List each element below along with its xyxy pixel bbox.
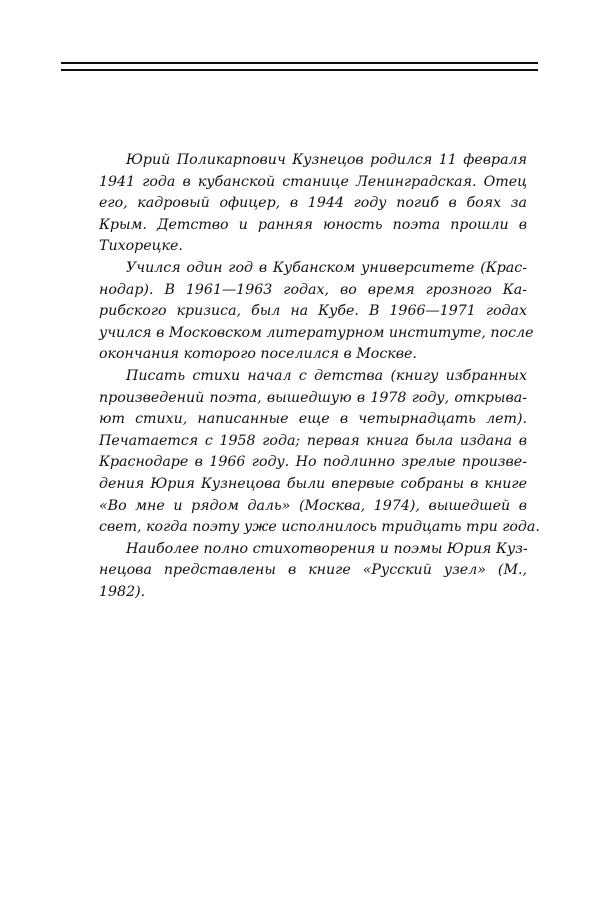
text-line: окончания которого поселился в Москве.	[99, 346, 417, 363]
text-line: рибского кризиса, был на Кубе. В 1966—1971 годах	[99, 303, 527, 320]
text-line: Краснодаре в 1966 году. Но подлинно зрелые произве-	[99, 454, 527, 471]
text-line: Наиболее полно стихотворения и поэмы Юрия Куз-	[126, 540, 528, 557]
text-line: Печатается с 1958 года; первая книга была издана в	[99, 432, 527, 449]
text-line: нодар). В 1961—1963 годах, во время грозного Ка-	[99, 281, 527, 298]
text-line: Писать стихи начал с детства (книгу избранных	[126, 367, 527, 384]
text-line: 1982).	[99, 583, 146, 600]
text-line: произведений поэта, вышедшую в 1978 году, открыва-	[99, 389, 527, 406]
text-line: Учился один год в Кубанском университете (Крас-	[126, 259, 527, 276]
text-line: свет, когда поэту уже исполнилось тридцать три года.	[99, 519, 540, 536]
paragraph	[99, 150, 527, 258]
text-line: ют стихи, написанные еще в четырнадцать лет).	[99, 411, 527, 428]
paragraph	[99, 366, 540, 539]
text-line: Крым. Детство и ранняя юность поэта прошли в	[99, 216, 527, 233]
paragraph	[99, 539, 527, 604]
text-line: нецова представлены в книге «Русский узел» (М.,	[99, 562, 527, 579]
biography-text	[99, 150, 540, 603]
paragraph	[99, 258, 534, 366]
text-line: дения Юрия Кузнецова были впервые собраны в книге	[99, 475, 527, 492]
header-rule-bottom	[61, 69, 538, 71]
header-rule-top	[61, 62, 538, 64]
text-line: 1941 года в кубанской станице Ленинградская. Отец	[99, 173, 527, 190]
text-line: Тихорецке.	[99, 238, 183, 255]
text-line: учился в Московском литературном институте, после	[99, 324, 534, 341]
text-line: Юрий Поликарпович Кузнецов родился 11 февраля	[126, 152, 527, 168]
text-line: его, кадровый офицер, в 1944 году погиб в боях за	[99, 195, 527, 212]
text-line: «Во мне и рядом даль» (Москва, 1974), вышедшей в	[99, 497, 527, 514]
